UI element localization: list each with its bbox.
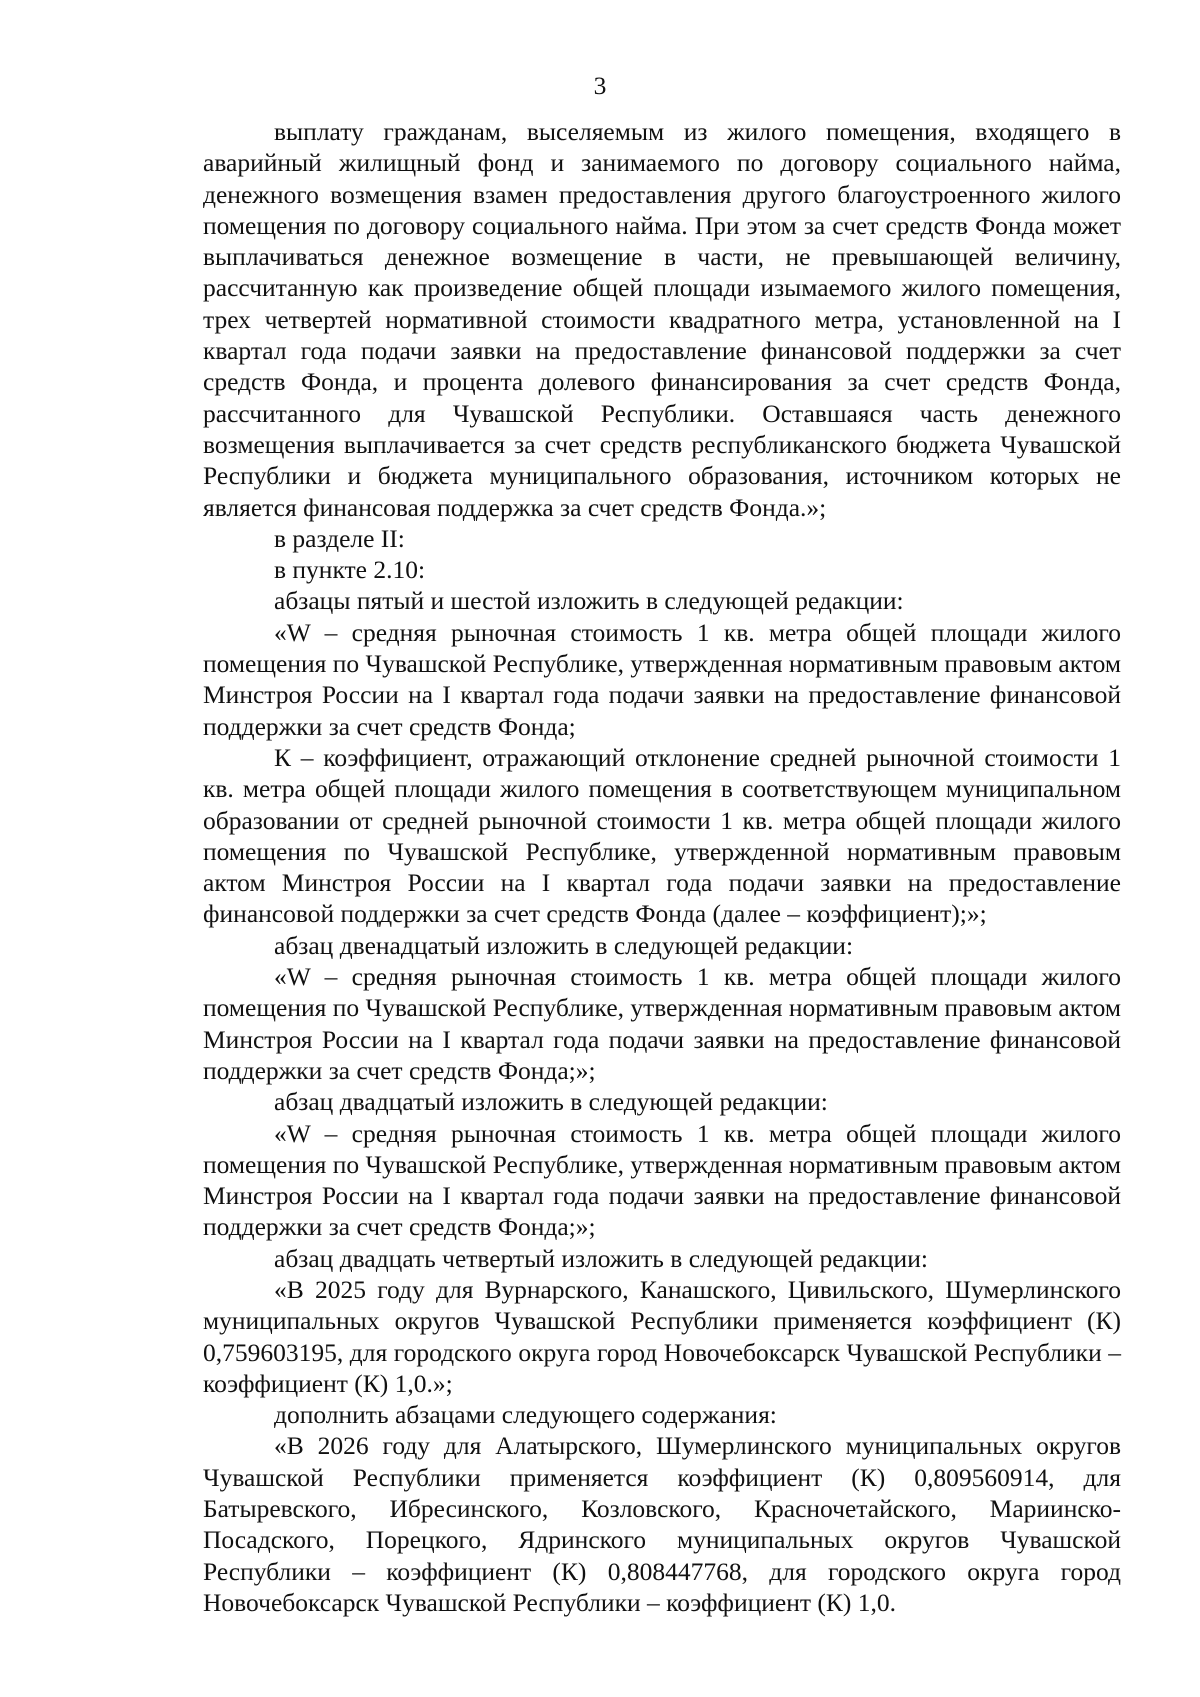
paragraph-clause-2-10: в пункте 2.10: <box>274 555 426 585</box>
paragraph-instruction-24: абзац двадцать четвертый изложить в следующей редакции: <box>274 1243 928 1273</box>
paragraph-w-definition-3: «W – средняя рыночная стоимость 1 кв. метра общей площади жилого помещения по Чувашской Республике, утвержденная нормативным правовым актом Минстроя России на I квартал года подачи заявки на предоставление финансовой поддержки за счет средств Фонда;»; <box>203 1118 1121 1242</box>
paragraph-2026-coefficients: «В 2026 году для Алатырского, Шумерлинского муниципальных округов Чувашской Республики применяется коэффициент (К) 0,809560914, для Батыревского, Ибресинского, Козловского, Красночетайского, Мариинско-Посадского, Порецкого, Ядринского муниципальных округов Чувашской Республики – коэффициент (К) 0,808447768, для городского округа город Новочебоксарск Чувашской Республики – коэффициент (К) 1,0. <box>203 1431 1121 1617</box>
paragraph-payment-text: выплату гражданам, выселяемым из жилого помещения, входящего в аварийный жилищный фонд и занимаемого по договору социального найма, денежного возмещения взамен предоставления другого благоустроенного жилого помещения по договору социального найма. При этом за счет средств Фонда может выплачиваться денежное возмещение в части, не превышающей величину, рассчитанную как произведение общей площади изымаемого жилого помещения, трех четвертей нормативной стоимости квадратного метра, установленной на I квартал года подачи заявки на предоставление финансовой поддержки за счет средств Фонда, и процента долевого финансирования за счет средств Фонда, рассчитанного для Чувашской Республики. Оставшаяся часть денежного возмещения выплачивается за счет средств республиканского бюджета Чувашской Республики и бюджета муниципального образования, источником которых не является финансовая поддержка за счет средств Фонда.»; <box>203 117 1121 522</box>
paragraph-instruction-12: абзац двенадцатый изложить в следующей редакции: <box>274 930 854 960</box>
paragraph-w-definition-2: «W – средняя рыночная стоимость 1 кв. метра общей площади жилого помещения по Чувашской Республике, утвержденная нормативным правовым актом Минстроя России на I квартал года подачи заявки на предоставление финансовой поддержки за счет средств Фонда;»; <box>203 962 1121 1085</box>
paragraph-instruction-add: дополнить абзацами следующего содержания: <box>274 1400 777 1430</box>
paragraph-2025-coefficients: «В 2025 году для Вурнарского, Канашского, Цивильского, Шумерлинского муниципальных округов Чувашской Республики применяется коэффициент (К) 0,759603195, для городского округа город Новочебоксарск Чувашской Республики – коэффициент (К) 1,0.»; <box>203 1274 1121 1398</box>
paragraph-instruction-20: абзац двадцатый изложить в следующей редакции: <box>274 1087 828 1117</box>
paragraph-section-ii: в разделе II: <box>274 523 405 553</box>
page-number: 3 <box>593 71 607 100</box>
paragraph-w-definition-1: «W – средняя рыночная стоимость 1 кв. метра общей площади жилого помещения по Чувашской Республике, утвержденная нормативным правовым актом Минстроя России на I квартал года подачи заявки на предоставление финансовой поддержки за счет средств Фонда; <box>203 617 1121 741</box>
paragraph-instruction-5-6: абзацы пятый и шестой изложить в следующей редакции: <box>274 586 904 616</box>
document-body <box>203 116 1121 1618</box>
paragraph-k-definition: К – коэффициент, отражающий отклонение средней рыночной стоимости 1 кв. метра общей площади жилого помещения в соответствующем муниципальном образовании от средней рыночной стоимости 1 кв. метра общей площади жилого помещения по Чувашской Республике, утвержденной нормативным правовым актом Минстроя России на I квартал года подачи заявки на предоставление финансовой поддержки за счет средств Фонда (далее – коэффициент);»; <box>203 742 1121 929</box>
